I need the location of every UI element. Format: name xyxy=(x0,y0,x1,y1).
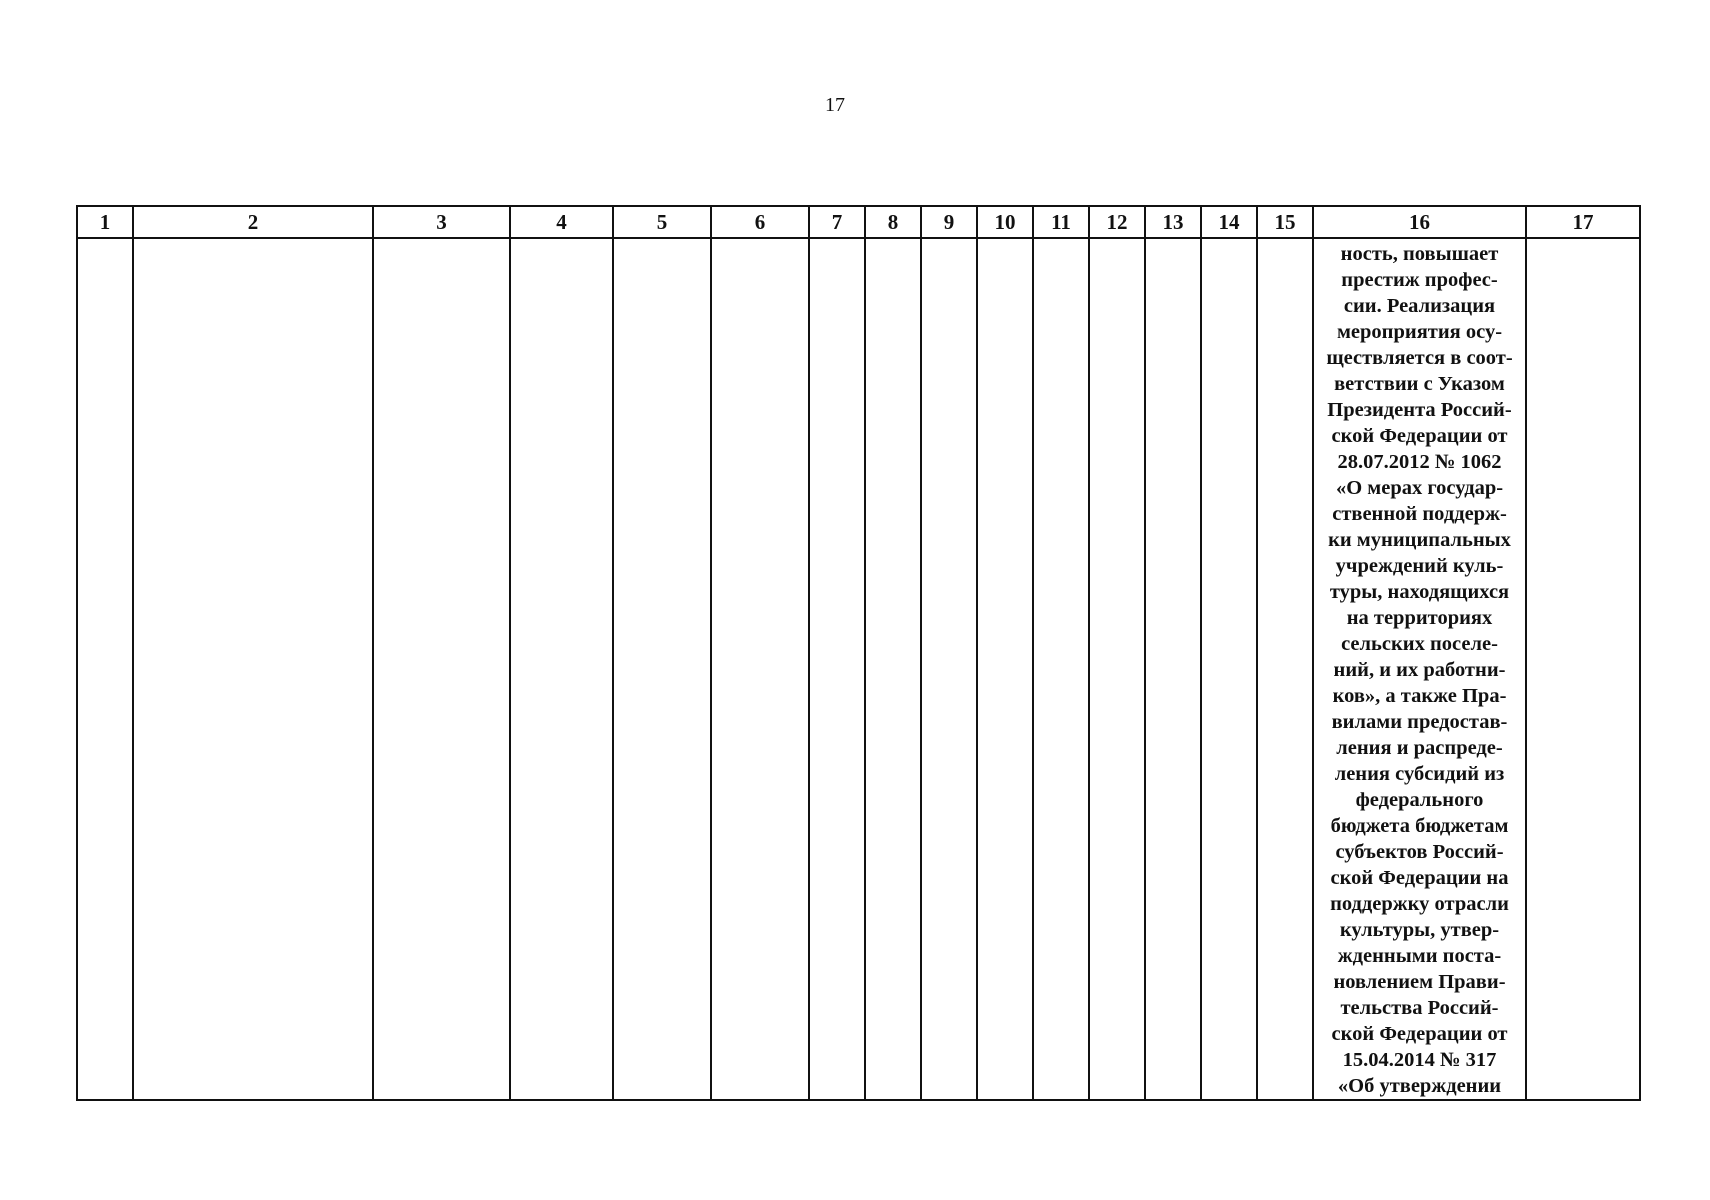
col-header-17: 17 xyxy=(1526,206,1640,238)
text-line: «О мерах государ- xyxy=(1335,477,1504,499)
text-line: ской Федерации от xyxy=(1331,1023,1508,1045)
text-line: престиж профес- xyxy=(1341,269,1498,291)
table-cell xyxy=(809,238,865,1100)
header-row xyxy=(77,206,1640,238)
table-cell xyxy=(510,238,613,1100)
text-line: сии. Реализация xyxy=(1343,295,1496,317)
text-line: ществляется в соот- xyxy=(1326,347,1513,369)
col16-text xyxy=(1314,239,1525,1099)
text-line: «Об утверждении xyxy=(1337,1075,1502,1097)
col-header-12: 12 xyxy=(1089,206,1145,238)
col-header-1: 1 xyxy=(77,206,133,238)
text-line: тельства Россий- xyxy=(1340,997,1499,1019)
text-line: ской Федерации от xyxy=(1331,425,1508,447)
text-line: вилами предостав- xyxy=(1331,711,1508,733)
text-line: новлением Прави- xyxy=(1333,971,1506,993)
text-line: сельских поселе- xyxy=(1341,633,1498,655)
table-cell xyxy=(133,238,373,1100)
text-line: бюджета бюджетам xyxy=(1330,815,1509,837)
text-line: культуры, утвер- xyxy=(1339,919,1500,941)
table-cell xyxy=(1089,238,1145,1100)
text-line: 15.04.2014 № 317 xyxy=(1342,1049,1497,1071)
col-header-8: 8 xyxy=(865,206,921,238)
col-header-3: 3 xyxy=(373,206,510,238)
table-cell-col16 xyxy=(1313,238,1526,1100)
text-line: ственной поддерж- xyxy=(1332,503,1507,525)
text-line: Президента Россий- xyxy=(1327,399,1512,421)
col-header-13: 13 xyxy=(1145,206,1201,238)
text-line: ской Федерации на xyxy=(1330,867,1509,889)
table-cell xyxy=(1201,238,1257,1100)
text-line: жденными поста- xyxy=(1337,945,1502,967)
col-header-2: 2 xyxy=(133,206,373,238)
text-line: 28.07.2012 № 1062 xyxy=(1337,451,1502,473)
table-cell xyxy=(1145,238,1201,1100)
col-header-7: 7 xyxy=(809,206,865,238)
col-header-15: 15 xyxy=(1257,206,1313,238)
text-line: ки муниципальных xyxy=(1328,529,1511,551)
table-cell xyxy=(1257,238,1313,1100)
table-cell xyxy=(711,238,809,1100)
text-line: ний, и их работни- xyxy=(1333,659,1506,681)
text-line: ветствии с Указом xyxy=(1334,373,1505,395)
col-header-11: 11 xyxy=(1033,206,1089,238)
text-line: ность, повышает xyxy=(1340,243,1499,265)
page-number: 17 xyxy=(825,94,845,116)
col-header-9: 9 xyxy=(921,206,977,238)
table-row xyxy=(77,238,1640,1100)
table-cell xyxy=(1033,238,1089,1100)
table-cell xyxy=(77,238,133,1100)
text-line: субъектов Россий- xyxy=(1335,841,1504,863)
text-line: ления субсидий из xyxy=(1334,763,1505,785)
table-cell xyxy=(1526,238,1640,1100)
col-header-16: 16 xyxy=(1313,206,1526,238)
table-cell xyxy=(373,238,510,1100)
program-table xyxy=(76,205,1641,1101)
text-line: мероприятия осу- xyxy=(1336,321,1503,343)
col-header-5: 5 xyxy=(613,206,711,238)
table-cell xyxy=(613,238,711,1100)
table-cell xyxy=(977,238,1033,1100)
text-line: туры, находящихся xyxy=(1329,581,1510,603)
text-line: на территориях xyxy=(1346,607,1493,629)
col-header-10: 10 xyxy=(977,206,1033,238)
col-header-4: 4 xyxy=(510,206,613,238)
table-cell xyxy=(921,238,977,1100)
text-line: ков», а также Пра- xyxy=(1332,685,1507,707)
text-line: федерального xyxy=(1355,789,1484,811)
text-line: учреждений куль- xyxy=(1335,555,1504,577)
col-header-14: 14 xyxy=(1201,206,1257,238)
text-line: ления и распреде- xyxy=(1336,737,1503,759)
col-header-6: 6 xyxy=(711,206,809,238)
text-line: поддержку отрасли xyxy=(1330,893,1509,915)
table-cell xyxy=(865,238,921,1100)
